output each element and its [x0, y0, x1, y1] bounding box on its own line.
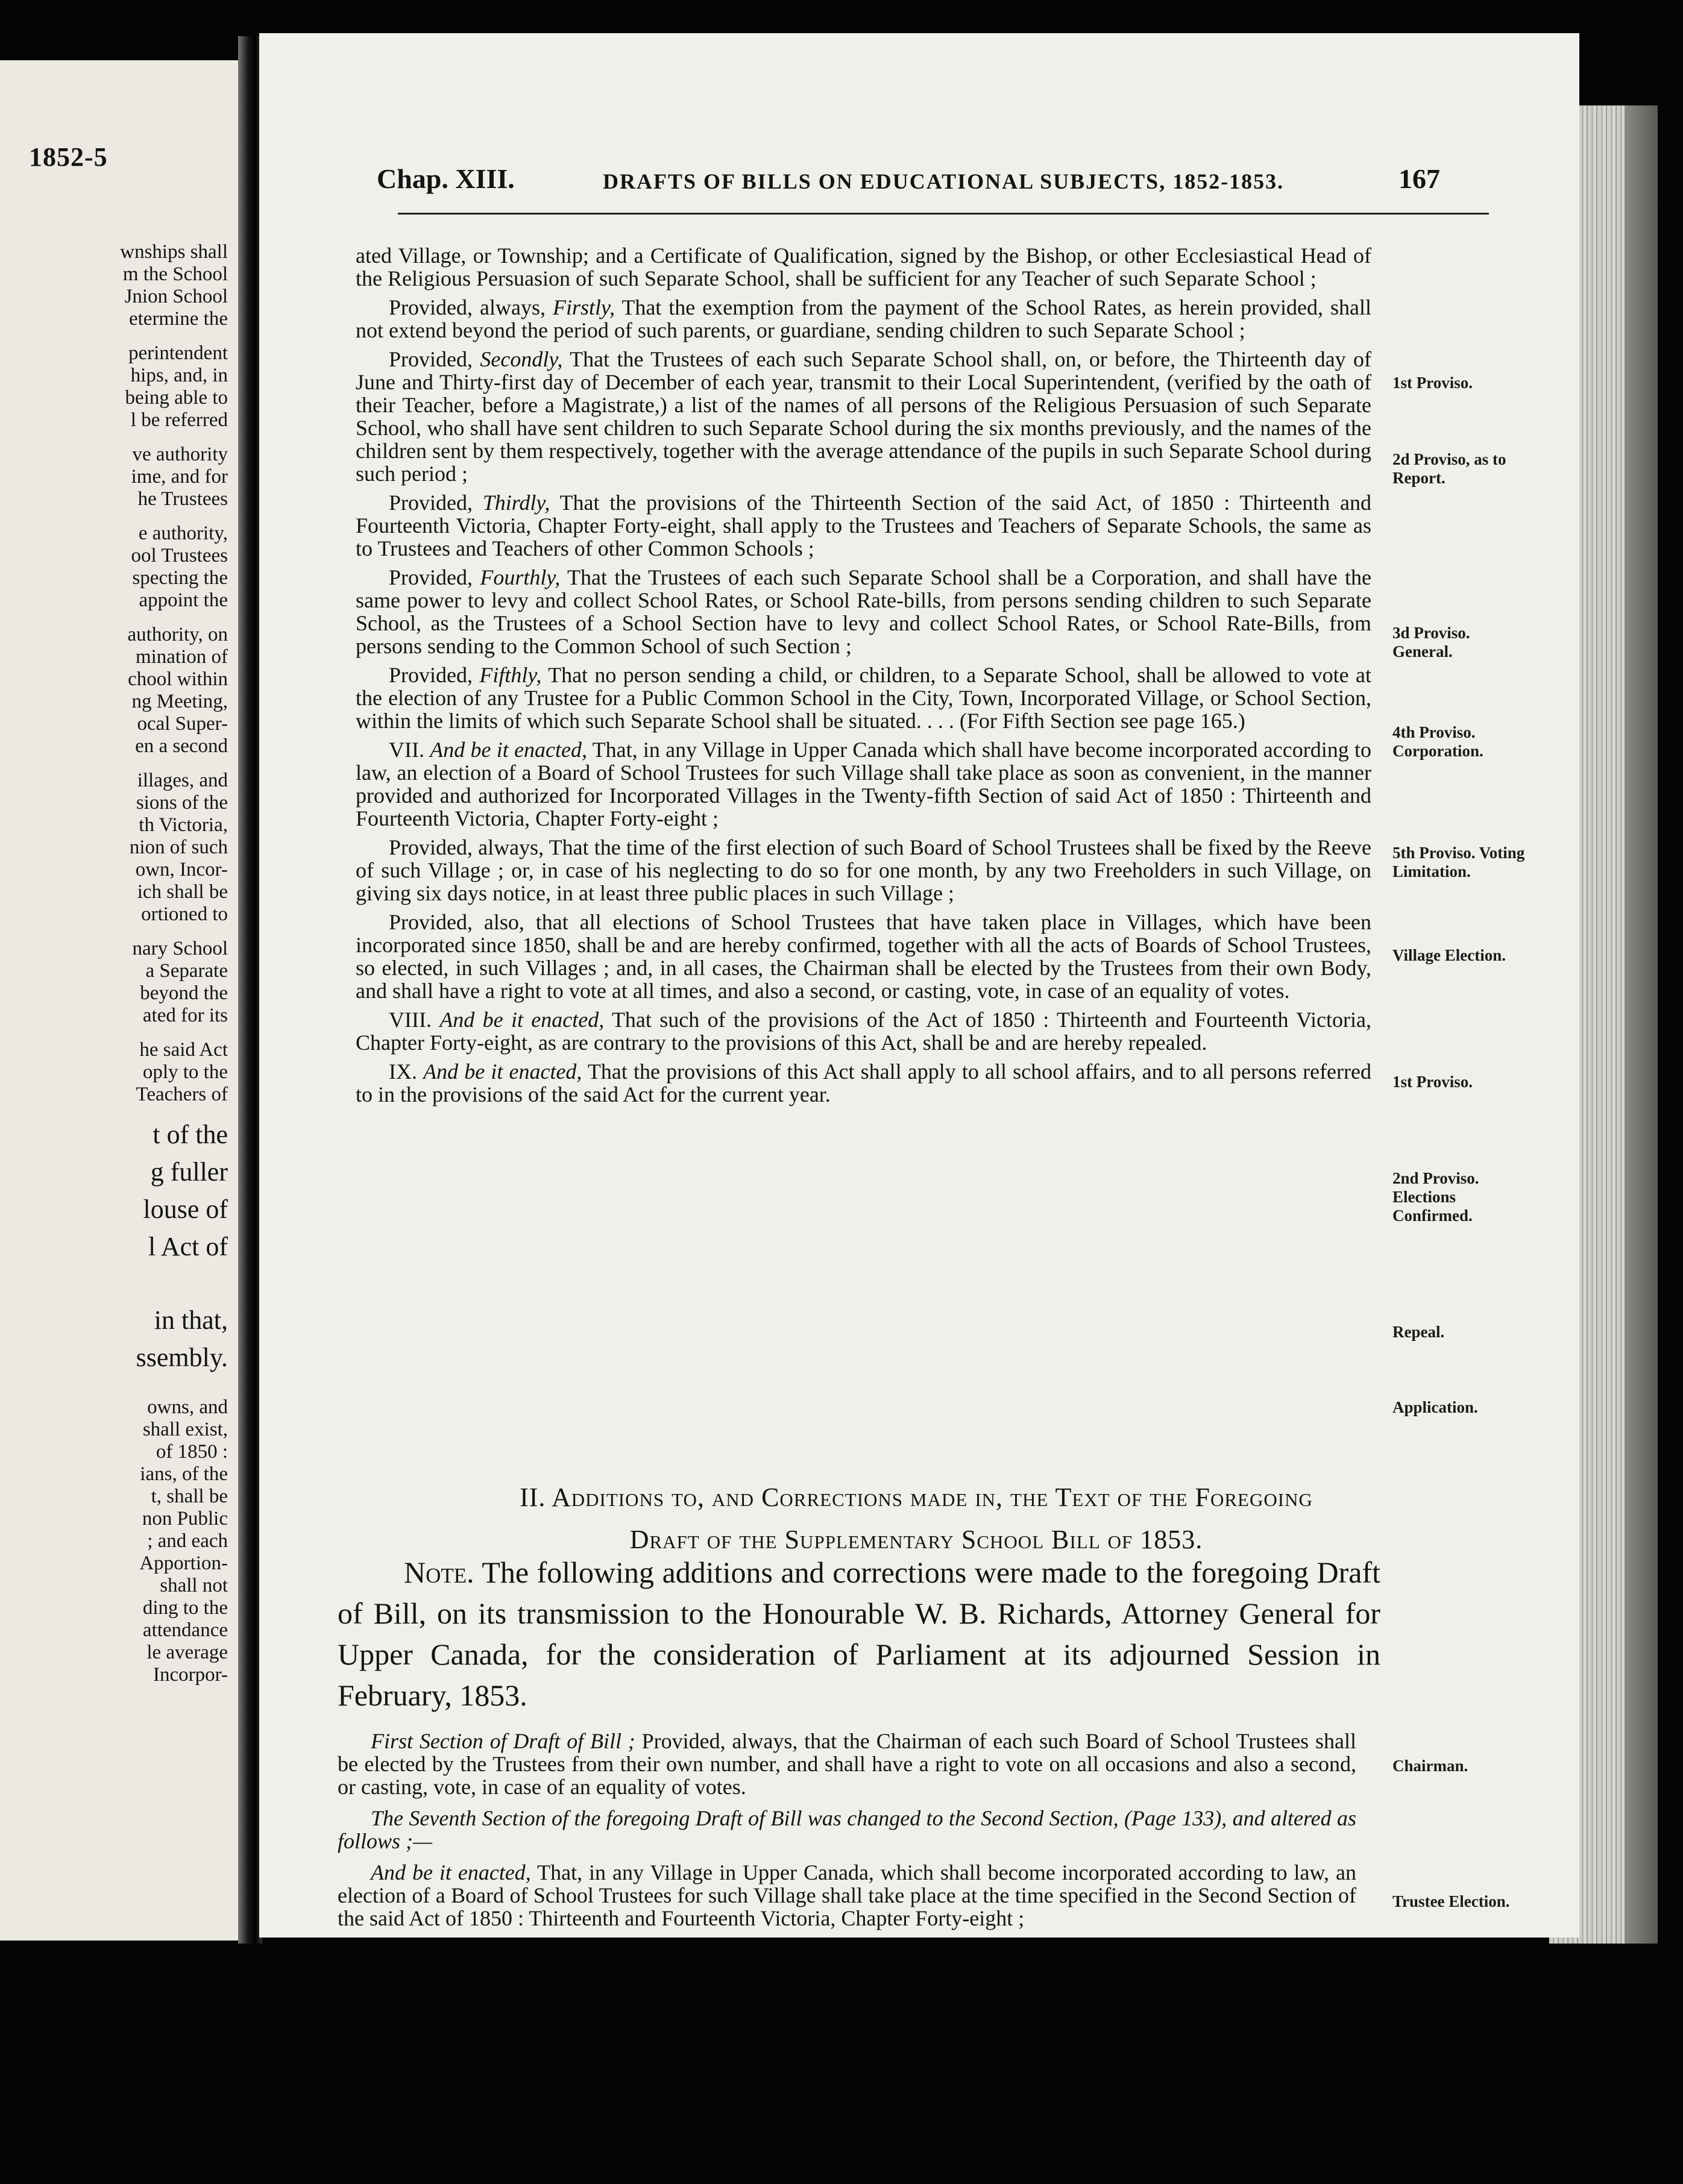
page-number: 167: [1398, 163, 1440, 194]
left-page-line: l Act of: [148, 1232, 228, 1261]
paragraph-lead-italic: And be it enacted,: [430, 738, 588, 762]
left-page-line: ng Meeting,: [131, 691, 228, 712]
left-page-line: own, Incor-: [135, 859, 228, 880]
left-page-line: authority, on: [127, 624, 228, 645]
left-page-line: attendance: [142, 1619, 228, 1641]
left-page-line: ich shall be: [137, 881, 228, 903]
left-page-line: mination of: [135, 646, 228, 668]
left-page-line: sions of the: [136, 792, 228, 814]
paragraph-text: That the exemption from the payment of the School Rates, as herein provided, shall not extend beyond the period of such parents, or guardiane, sending children to such Separate School ;: [356, 295, 1372, 342]
left-page-line: shall exist,: [142, 1419, 228, 1440]
left-page-line: nary School: [132, 938, 228, 959]
lower-paragraph: [338, 1730, 1356, 1798]
paragraph-text: That no person sending a child, or children, to a Separate School, shall be allowed to vote at the election of any Trustee for a Public Common School in the City, Town, Incorporated Village, or School Section, within the limits of which such Separate School shall be situated. . . . (For Fifth Section see page 165.): [356, 663, 1371, 733]
left-page-line: ortioned to: [141, 903, 228, 925]
margin-note: Repeal.: [1392, 1323, 1445, 1341]
running-title: DRAFTS OF BILLS ON EDUCATIONAL SUBJECTS, 1852-1853.: [603, 169, 1285, 193]
note-paragraph: [338, 1552, 1380, 1716]
margin-note: 4th Proviso. Corporation.: [1392, 723, 1483, 760]
left-page-line: Apportion-: [139, 1552, 228, 1574]
left-page-line: t of the: [153, 1120, 228, 1149]
note-label: Note.: [404, 1555, 474, 1589]
body-paragraph: [356, 1008, 1371, 1054]
margin-note: 3d Proviso. General.: [1392, 624, 1470, 661]
body-paragraph: [356, 566, 1371, 657]
left-page-line: illages, and: [137, 770, 228, 791]
left-page-line: he said Act: [139, 1039, 228, 1061]
paragraph-text: That, in any Village in Upper Canada which shall have become incorporated according to law, an election of a Board of School Trustees for such Village shall take place as soon as convenient, in the manner provided and authorized for Incorporated Villages in the Twenty-fifth Section of said Act of 1850 : Thirteenth and Fourteenth Victoria, Chapter Forty-eight ;: [356, 738, 1371, 830]
left-page-line: e authority,: [138, 522, 228, 544]
paragraph-lead-italic: Fourthly,: [480, 565, 561, 589]
lower-paragraph-italic: First Section of Draft of Bill ;: [371, 1729, 635, 1753]
left-page-line: Incorpor-: [153, 1664, 228, 1686]
left-page-line: of 1850 :: [156, 1441, 228, 1463]
left-page-line: ve authority: [132, 444, 228, 465]
left-page-line: ool Trustees: [131, 545, 228, 566]
body-paragraph: [356, 1060, 1371, 1106]
left-page-line: shall not: [160, 1575, 228, 1596]
left-page-line: owns, and: [147, 1396, 228, 1418]
paragraph-lead-italic: Thirdly,: [482, 491, 550, 515]
left-page-line: specting the: [132, 567, 228, 589]
paragraph-text: ated Village, or Township; and a Certificate of Qualification, signed by the Bishop, or other Ecclesiastical Head of the Religious Persuasion of such Separate School, shall be sufficient for any Teacher of such Separate School ;: [356, 243, 1371, 290]
left-page-line: th Victoria,: [139, 814, 228, 836]
section-heading: [344, 1476, 1489, 1561]
left-page-line: ated for its: [142, 1005, 228, 1026]
chapter-label: Chap. XIII.: [377, 163, 515, 194]
paragraph-lead: VII.: [389, 738, 430, 762]
left-page-line: oply to the: [142, 1061, 228, 1083]
left-page-header: 1852-5: [29, 142, 108, 172]
body-text: [356, 244, 1371, 1112]
paragraph-lead: Provided,: [389, 663, 480, 687]
body-paragraph: [356, 836, 1371, 905]
left-page-line: wnships shall: [120, 241, 228, 263]
margin-note: 2nd Proviso. Elections Confirmed.: [1392, 1169, 1479, 1225]
paragraph-text: That the Trustees of each such Separate School shall, on, or before, the Thirteenth day of June and Thirty-first day of December of each year, transmit to their Local Superintendent, (verified by the oath of their Teacher, before a Magistrate,) a list of the names of all persons of the Religious Persuasion of such Separate School, who shall have sent children to such Separate School during the six months previously, and the names of the children sent by them respectively, together with the average attendance of the pupils in such Separate School during such period ;: [356, 347, 1371, 486]
left-page-line: etermine the: [128, 308, 228, 330]
paragraph-lead-italic: Firstly,: [552, 295, 615, 319]
left-page-line: Jnion School: [124, 286, 228, 307]
main-page: [259, 33, 1579, 1938]
left-page-line: en a second: [135, 735, 228, 757]
lower-paragraph-text: Provided, always, that the Chairman of each such Board of School Trustees shall be elected by the Trustees from their own number, and shall have a right to vote on all occasions and also a second, or casting, vote, in case of an equality of votes.: [338, 1729, 1356, 1799]
body-paragraph: [356, 244, 1371, 290]
lower-paragraph: [338, 1807, 1356, 1853]
left-page-line: in that,: [154, 1305, 228, 1335]
left-page-line: Teachers of: [136, 1084, 228, 1105]
left-page-line: ians, of the: [140, 1463, 228, 1485]
book-cover-edge: [1625, 105, 1658, 1995]
margin-note: Village Election.: [1392, 946, 1506, 964]
paragraph-lead-italic: And be it enacted,: [439, 1008, 605, 1032]
left-page-line: being able to: [125, 387, 228, 409]
left-page-line: perintendent: [128, 342, 228, 364]
left-page-line: appoint the: [139, 589, 228, 611]
body-paragraph: [356, 296, 1371, 342]
paragraph-lead-italic: Fifthly,: [479, 663, 542, 687]
left-page-line: m the School: [122, 263, 228, 285]
section-heading-line1: II. Additions to, and Corrections made in, the Text of the Foregoing: [520, 1483, 1313, 1512]
paragraph-lead: VIII.: [389, 1008, 440, 1032]
paragraph-lead: Provided,: [389, 565, 480, 589]
body-paragraph: [356, 911, 1371, 1002]
bottom-background: [0, 1944, 1683, 2184]
left-page-line: nion of such: [129, 836, 228, 858]
paragraph-lead: IX.: [389, 1059, 424, 1084]
margin-note: Chairman.: [1392, 1757, 1468, 1775]
paragraph-lead: Provided, always,: [389, 295, 553, 319]
left-page-line: chool within: [128, 668, 228, 690]
book-gutter: [238, 36, 262, 1977]
section-heading-line2: Draft of the Supplementary School Bill of 1853.: [629, 1525, 1203, 1554]
lower-paragraph-italic: And be it enacted,: [371, 1860, 531, 1884]
margin-note: Application.: [1392, 1398, 1478, 1416]
paragraph-text: That the provisions of the Thirteenth Section of the said Act, of 1850 : Thirteenth and Fourteenth Victoria, Chapter Forty-eight, shall apply to the Trustees and Teachers of Separate Schools, the same as to Trustees and Teachers of other Common Schools ;: [356, 491, 1371, 560]
paragraph-text: That the Trustees of each such Separate School shall be a Corporation, and shall have the same power to levy and collect School Rates, or School Rate-bills, from persons sending children to such Separate School, as the Trustees of a School Section have to levy and collect School Rates, or School Rate-Bills, from persons sending to the Common School of such Section ;: [356, 565, 1371, 658]
body-paragraph: [356, 664, 1371, 732]
left-page-line: le average: [146, 1642, 228, 1663]
left-page-line: non Public: [142, 1508, 228, 1530]
left-page-line: hips, and, in: [130, 365, 228, 386]
left-page-line: g fuller: [150, 1157, 228, 1187]
body-paragraph: [356, 491, 1371, 560]
left-page-line: t, shall be: [151, 1486, 228, 1507]
paragraph-text: Provided, also, that all elections of School Trustees that have taken place in Villages, which have been incorporated since 1850, shall be and are hereby confirmed, together with all the acts of Boards of School Trustees, so elected, in such Villages ; and, in all cases, the Chairman shall be elected by the Trustees from their own Body, and shall have a right to vote at all times, and also a second, or casting, vote, in case of an equality of votes.: [356, 910, 1371, 1003]
body-paragraph: [356, 738, 1371, 830]
lower-paragraph-italic: The Seventh Section of the foregoing Draft of Bill was changed to the Second Section, (Page 133), and altered as follows ;—: [338, 1806, 1356, 1853]
left-page-line: beyond the: [140, 982, 228, 1004]
paragraph-lead: Provided,: [389, 491, 483, 515]
margin-note: 2d Proviso, as to Report.: [1392, 450, 1506, 487]
paragraph-lead-italic: And be it enacted,: [423, 1059, 582, 1084]
left-page-line: a Separate: [145, 960, 228, 982]
paragraph-lead-italic: Secondly,: [480, 347, 563, 371]
left-page-line: ime, and for: [131, 466, 228, 488]
running-head: [259, 163, 1579, 205]
body-paragraph: [356, 348, 1371, 485]
paragraph-lead: Provided,: [389, 347, 480, 371]
left-page-line: ; and each: [147, 1530, 228, 1552]
header-rule: [398, 213, 1489, 215]
margin-note: 1st Proviso.: [1392, 374, 1473, 392]
lower-paragraph: [338, 1861, 1356, 1930]
margin-note: 5th Proviso. Voting Limitation.: [1392, 844, 1525, 880]
left-page-line: ocal Super-: [137, 713, 228, 735]
margin-note: 1st Proviso.: [1392, 1073, 1473, 1091]
left-page: [0, 60, 238, 1941]
left-page-line: louse of: [143, 1194, 228, 1224]
lower-paragraph-text: That, in any Village in Upper Canada, which shall become incorporated according to law, an election of a Board of School Trustees for such Village shall take place at the time specified in the Second Section of the said Act of 1850 : Thirteenth and Fourteenth Victoria, Chapter Forty-eight ;: [338, 1860, 1356, 1930]
left-page-line: he Trustees: [137, 488, 228, 510]
left-page-line: ding to the: [142, 1597, 228, 1619]
left-page-line: ssembly.: [136, 1343, 228, 1372]
paragraph-text: That the provisions of this Act shall apply to all school affairs, and to all persons referred to in the provisions of the said Act for the current year.: [356, 1059, 1371, 1106]
left-page-line: l be referred: [130, 409, 228, 431]
lower-text: [338, 1730, 1356, 1938]
paragraph-text: Provided, always, That the time of the first election of such Board of School Trustees shall be fixed by the Reeve of such Village ; or, in case of his neglecting to do so for one month, by any two Freeholders in such Village, on giving six days notice, in at least three public places in such Village ;: [356, 835, 1371, 905]
margin-note: Trustee Election.: [1392, 1892, 1510, 1910]
paragraph-text: That such of the provisions of the Act of 1850 : Thirteenth and Fourteenth Victoria, Chapter Forty-eight, as are contrary to the provisions of this Act, shall be and are hereby repealed.: [356, 1008, 1371, 1055]
note-text: The following additions and corrections were made to the foregoing Draft of Bill, on its transmission to the Honourable W. B. Richards, Attorney General for Upper Canada, for the consideration of Parliament at its adjourned Session in February, 1853.: [338, 1555, 1380, 1712]
